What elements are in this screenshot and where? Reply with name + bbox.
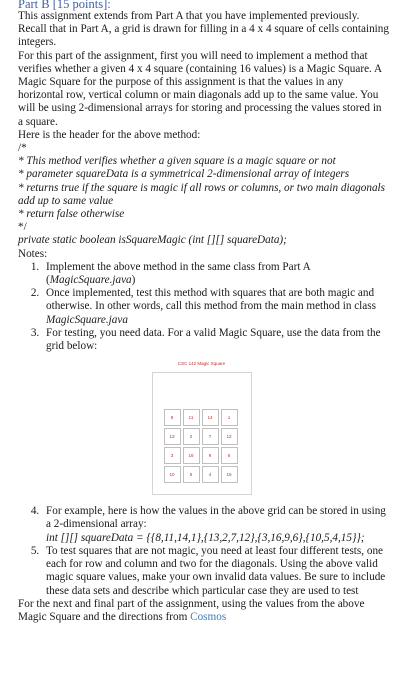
grid-cell: 11 xyxy=(183,409,200,426)
intro-paragraph-3: Here is the header for the above method: xyxy=(18,128,201,141)
closing-text: For the next and final part of the assignment, using the values from the above Magic Square and the directions from xyxy=(18,597,365,623)
grid-cell: 16 xyxy=(183,447,200,464)
magic-square-figure xyxy=(0,361,403,495)
note-item-4 xyxy=(42,505,389,545)
grid-cell: 14 xyxy=(202,409,219,426)
notes-list-b xyxy=(18,505,389,597)
note-item-3 xyxy=(42,327,389,353)
comment-line-3: * returns true if the square is magic if all rows or columns, or two main diagonals add up to same value xyxy=(18,181,386,207)
note-item-1 xyxy=(42,261,389,287)
method-signature: private static boolean isSquareMagic (int [][] squareData); xyxy=(18,234,287,247)
cosmos-link[interactable]: Cosmos xyxy=(190,610,227,623)
figure-frame-top xyxy=(152,372,252,402)
grid-cell: 5 xyxy=(183,466,200,483)
note-2-class: MagicSquare.java xyxy=(46,313,128,326)
magic-square-grid xyxy=(152,402,252,495)
comment-open: /* xyxy=(18,142,27,155)
note-1-end: ) xyxy=(131,274,136,287)
closing-paragraph xyxy=(18,598,389,624)
comment-line-4: * return false otherwise xyxy=(18,208,125,221)
note-2-text: Once implemented, test this method with squares that are both magic and otherwise. In other words, call this method from the main method in class xyxy=(46,287,376,313)
figure-title: CSC 142 Magic Square xyxy=(177,361,226,367)
note-item-5 xyxy=(42,545,389,598)
notes-label: Notes: xyxy=(18,247,48,260)
note-4-code: int [][] squareData = {{8,11,14,1},{13,2,7,12},{3,16,9,6},{10,5,4,15}}; xyxy=(46,531,365,544)
grid-cell: 2 xyxy=(183,428,200,445)
grid-cell: 6 xyxy=(221,447,238,464)
grid-cell: 9 xyxy=(202,447,219,464)
section-title: Part B [15 points]: xyxy=(18,0,111,11)
grid-cell: 4 xyxy=(202,466,219,483)
comment-close: */ xyxy=(18,221,27,234)
notes-list-a xyxy=(18,261,389,353)
grid-cell: 12 xyxy=(221,428,238,445)
grid-cell: 1 xyxy=(221,409,238,426)
grid-cell: 13 xyxy=(164,428,181,445)
note-item-2 xyxy=(42,287,389,327)
grid-cell: 3 xyxy=(164,447,181,464)
note-4-text: For example, here is how the values in the above grid can be stored in using a 2-dimensional array: xyxy=(46,505,386,531)
intro-paragraph-1: This assignment extends from Part A that you have implemented previously. Recall that in Part A, a grid is drawn for filling in a 4 x 4 square of cells containing integers. xyxy=(18,10,389,49)
note-1-class: MagicSquare.java xyxy=(49,274,132,287)
grid-cell: 7 xyxy=(202,428,219,445)
note-5-text: To test squares that are not magic, you need at least four different tests, one each for row and column and two for the diagonals. Using the above valid magic square values, make your own invalid data values. Be sure to include these data sets and describe which particular case they are used to test xyxy=(46,544,386,597)
note-3-text: For testing, you need data. For a valid Magic Square, use the data from the grid below: xyxy=(46,326,381,353)
grid-cell: 15 xyxy=(221,466,238,483)
intro-paragraph-2: For this part of the assignment, first you will need to implement a method that verifies whether a given 4 x 4 square (containing 16 values) is a Magic Square. A Magic Square for the purpose of this assignment is that the values in any horizontal row, vertical column or main diagonals add up to the same value. You will be using 2-dimensional arrays for storing and processing the values stored in a square. xyxy=(18,49,382,128)
grid-cell: 8 xyxy=(164,409,181,426)
comment-line-2: * parameter squareData is a symmetrical 2-dimensional array of integers xyxy=(18,168,350,181)
grid-cell: 10 xyxy=(164,466,181,483)
note-1-text: Implement the above method in the same class from Part A ( xyxy=(46,260,311,287)
comment-line-1: * This method verifies whether a given square is a magic square or not xyxy=(18,155,336,168)
